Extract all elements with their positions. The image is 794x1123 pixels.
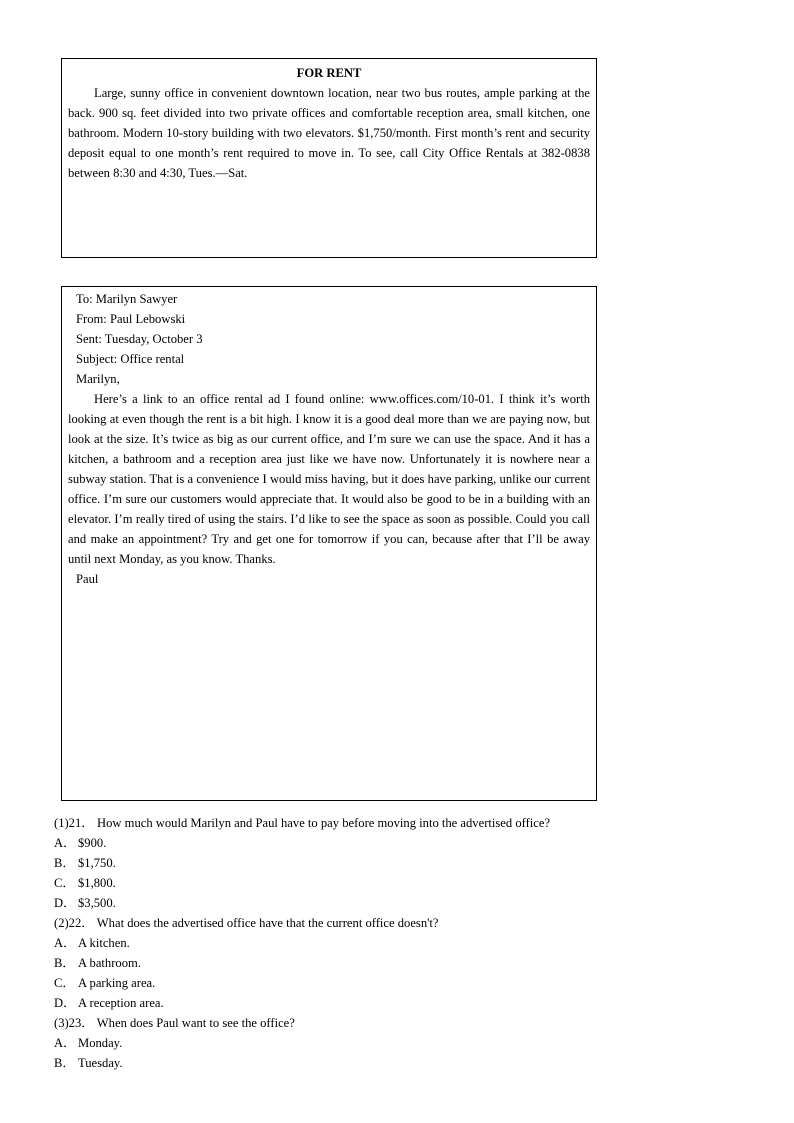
answer-option[interactable] (54, 893, 614, 913)
option-text: Tuesday. (78, 1056, 123, 1070)
option-text: $1,800. (78, 876, 116, 890)
email-greeting: Marilyn, (76, 372, 120, 386)
answer-option[interactable] (54, 1033, 614, 1053)
email-subject: Subject: Office rental (76, 352, 185, 366)
option-text: $1,750. (78, 856, 116, 870)
answer-option[interactable] (54, 993, 614, 1013)
question-stem: (3)23． When does Paul want to see the office? (54, 1016, 295, 1030)
email-from: From: Paul Lebowski (76, 312, 186, 326)
answer-option[interactable] (54, 973, 614, 993)
answer-option[interactable] (54, 933, 614, 953)
rental-ad-box (61, 58, 597, 258)
question-stem: (1)21． How much would Marilyn and Paul have to pay before moving into the advertised office? (54, 816, 551, 830)
option-text: $900. (78, 836, 107, 850)
ad-body: Large, sunny office in convenient downtown location, near two bus routes, ample parking at the back. 900 sq. feet divided into two private offices and comfortable reception area, small kitchen, one bathroom. Modern 10-story building with two elevators. $1,750/month. First month’s rent and security deposit equal to one month’s rent required to move in. To see, call City Office Rentals at 382-0838 between 8:30 and 4:30, Tues.—Sat. (68, 86, 590, 180)
option-text: $3,500. (78, 896, 116, 910)
answer-option[interactable] (54, 833, 614, 853)
email-sent: Sent: Tuesday, October 3 (76, 332, 203, 346)
option-letter: A． (54, 836, 76, 850)
option-letter: C． (54, 876, 75, 890)
email-body: Here’s a link to an office rental ad I found online: www.offices.com/10-01. I think it’s worth looking at even though the rent is a bit high. I know it is a good deal more than we are paying now, but look at the size. It’s twice as big as our current office, and I’m sure we can use the space. And it has a kitchen, a bathroom and a reception area just like we have now. Unfortunately it is nowhere near a subway station. That is a convenience I would miss having, but it does have parking, unlike our current office. I’m sure our customers would appreciate that. It would also be good to be in a building with an elevator. I’m really tired of using the stairs. I’d like to see the space as soon as possible. Could you call and make an appointment? Try and get one for tomorrow if you can, because after that I’ll be away until next Monday, as you know. Thanks. (68, 392, 590, 566)
option-letter: B． (54, 956, 75, 970)
answer-option[interactable] (54, 873, 614, 893)
answer-option[interactable] (54, 953, 614, 973)
option-text: A bathroom. (78, 956, 141, 970)
question-list (54, 813, 614, 1073)
option-letter: D． (54, 896, 76, 910)
option-text: Monday. (78, 1036, 123, 1050)
email-signature: Paul (76, 572, 99, 586)
option-text: A parking area. (78, 976, 156, 990)
question-stem: (2)22． What does the advertised office have that the current office doesn't? (54, 916, 439, 930)
email-to: To: Marilyn Sawyer (76, 292, 178, 306)
email-box (61, 286, 597, 801)
option-letter: B． (54, 1056, 75, 1070)
option-letter: A． (54, 1036, 76, 1050)
option-letter: D． (54, 996, 76, 1010)
answer-option[interactable] (54, 853, 614, 873)
option-letter: B． (54, 856, 75, 870)
option-letter: A． (54, 936, 76, 950)
answer-option[interactable] (54, 1053, 614, 1073)
option-letter: C． (54, 976, 75, 990)
option-text: A kitchen. (78, 936, 130, 950)
option-text: A reception area. (78, 996, 164, 1010)
ad-title: FOR RENT (296, 66, 362, 80)
